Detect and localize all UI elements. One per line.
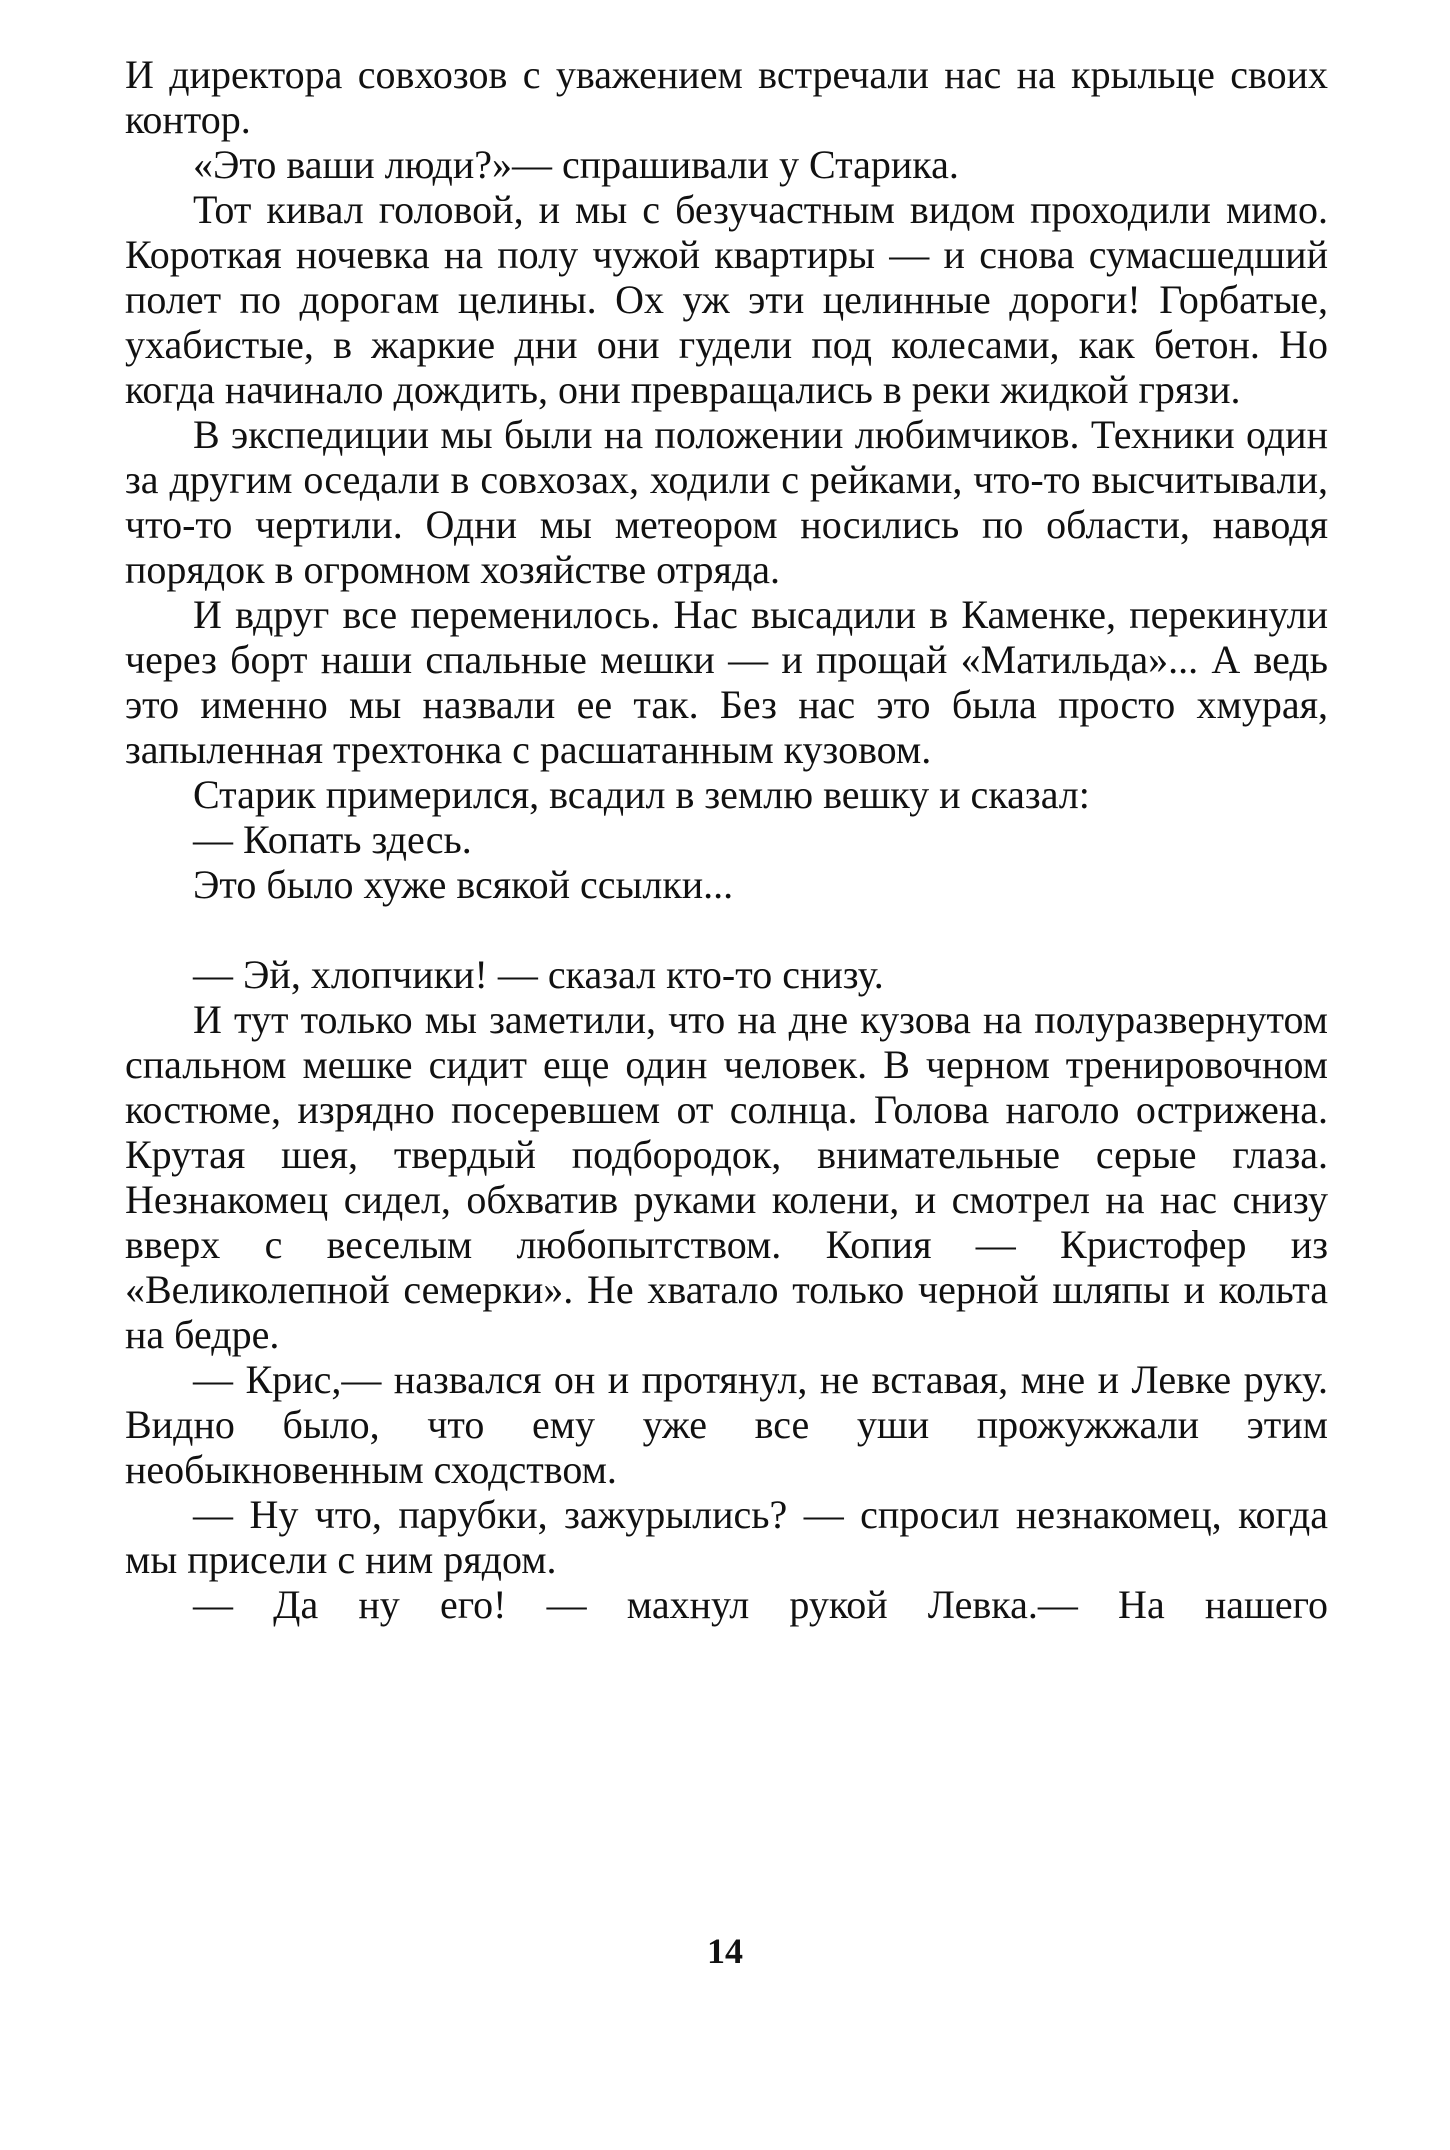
- page-number: 14: [707, 1931, 743, 1971]
- paragraph-9: — Эй, хлопчики! — сказал кто-то снизу.: [193, 952, 884, 997]
- page-text: [125, 52, 1328, 1627]
- paragraph-10: И тут только мы заметили, что на дне кузова на полуразвернутом спальном мешке сидит еще один человек. В черном тренировочном костюме, изрядно посеревшем от солнца. Голова наголо острижена. Крутая шея, твердый подбородок, внимательные серые глаза. Незнакомец сидел, обхватив руками колени, и смотрел на нас снизу вверх с веселым любопытством. Копия — Кристофер из «Великолепной семерки». Не хватало только черной шляпы и кольта на бедре.: [125, 997, 1328, 1357]
- paragraph-5: И вдруг все переменилось. Нас высадили в Каменке, перекинули через борт наши спальные мешки — и прощай «Матильда»... А ведь это именно мы назвали ее так. Без нас это была просто хмурая, запыленная трехтонка с расшатанным кузовом.: [125, 592, 1328, 772]
- section-break: [125, 907, 1328, 952]
- paragraph-13: — Да ну его! — махнул рукой Левка.— На нашего: [193, 1582, 1328, 1627]
- paragraph-6: Старик примерился, всадил в землю вешку и сказал:: [193, 772, 1090, 817]
- paragraph-11: — Крис,— назвался он и протянул, не вставая, мне и Левке руку. Видно было, что ему уже все уши прожужжали этим необыкновенным сходством.: [125, 1357, 1328, 1492]
- paragraph-12: — Ну что, парубки, зажурылись? — спросил незнакомец, когда мы присели с ним рядом.: [125, 1492, 1328, 1582]
- paragraph-1: И директора совхозов с уважением встречали нас на крыльце своих контор.: [125, 52, 1328, 142]
- paragraph-3: Тот кивал головой, и мы с безучастным видом проходили мимо. Короткая ночевка на полу чужой квартиры — и снова сумасшедший полет по дорогам целины. Ох уж эти целинные дороги! Горбатые, ухабистые, в жаркие дни они гудели под колесами, как бетон. Но когда начинало дождить, они превращались в реки жидкой грязи.: [125, 187, 1328, 412]
- paragraph-8: Это было хуже всякой ссылки...: [193, 862, 734, 907]
- paragraph-4: В экспедиции мы были на положении любимчиков. Техники один за другим оседали в совхозах, ходили с рейками, что-то высчитывали, что-то чертили. Одни мы метеором носились по области, наводя порядок в огромном хозяйстве отряда.: [125, 412, 1328, 592]
- paragraph-7: — Копать здесь.: [193, 817, 472, 862]
- paragraph-2: «Это ваши люди?»— спрашивали у Старика.: [193, 142, 959, 187]
